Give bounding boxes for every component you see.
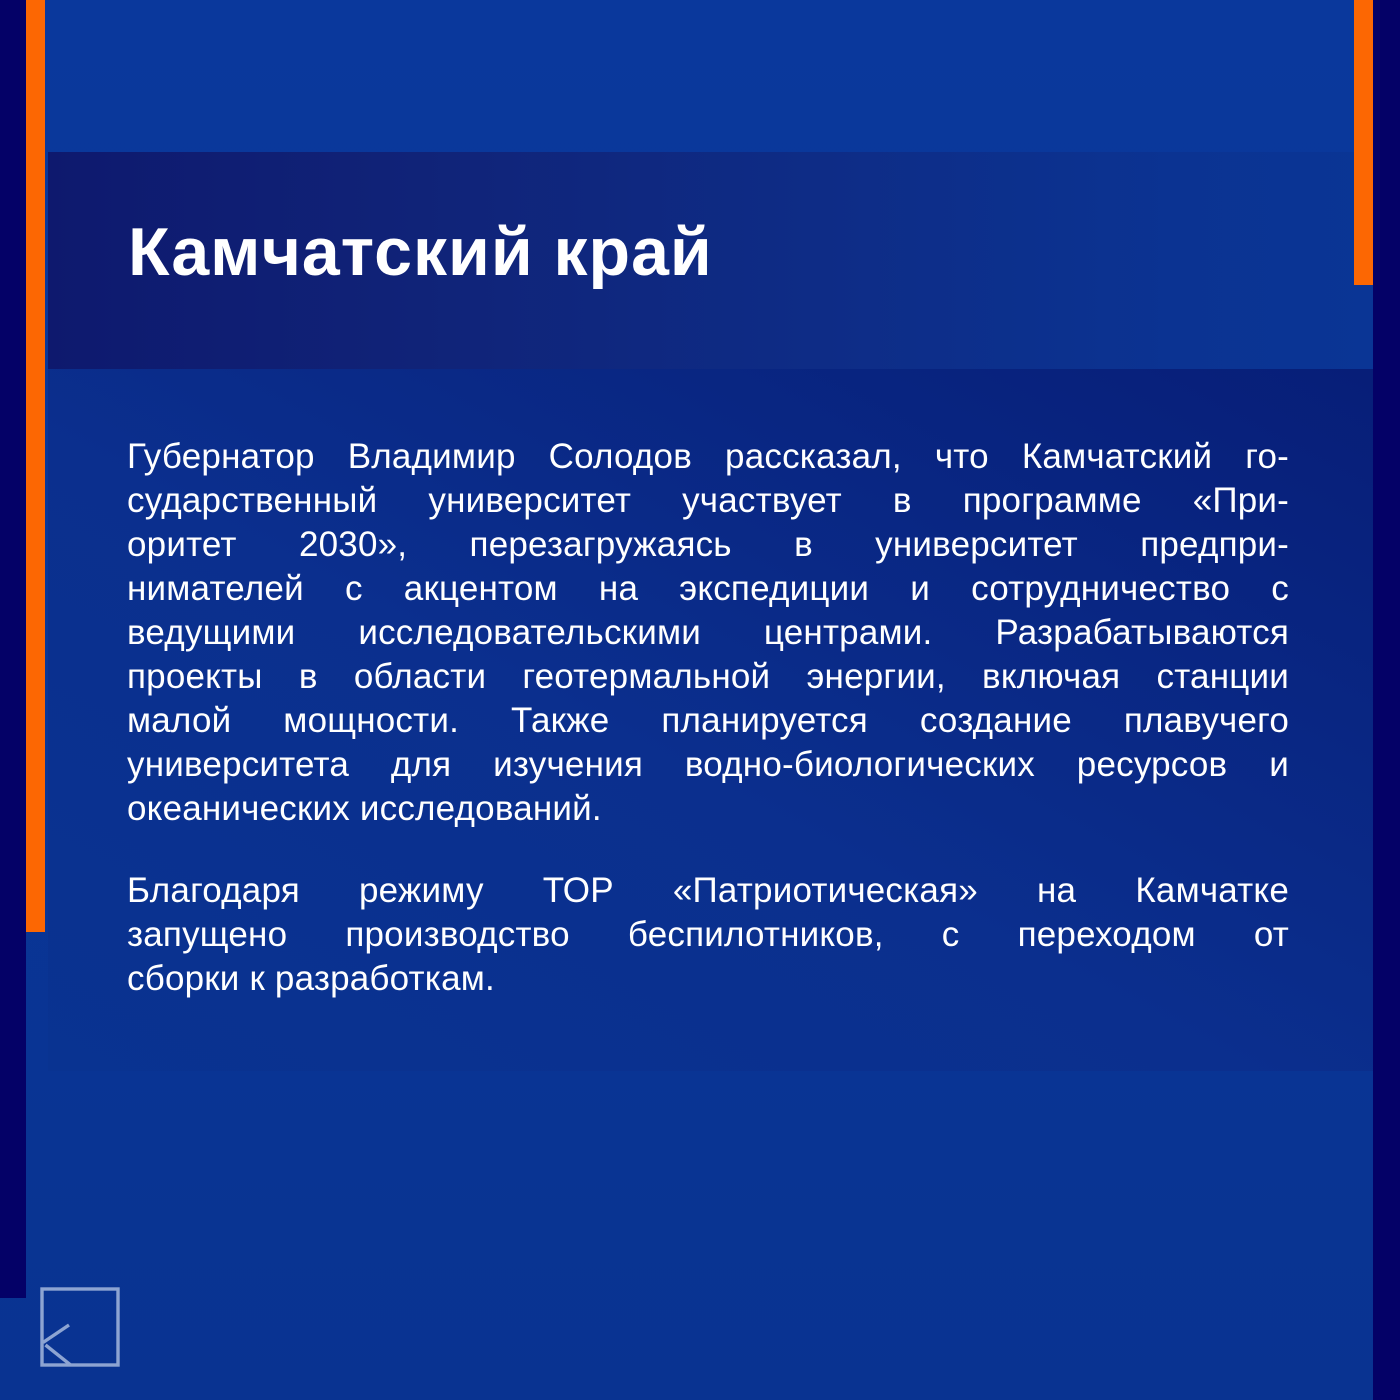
logo-k-lower-leg <box>46 1345 72 1365</box>
k-square-logo-icon <box>40 1287 120 1367</box>
text-line: оритет 2030», перезагружаясь в университет предпри- <box>127 525 1289 564</box>
text-line: океанических исследований. <box>127 789 602 828</box>
right-navy-column <box>1373 0 1400 1400</box>
text-line: проекты в области геотермальной энергии, включая станции <box>127 657 1289 696</box>
text-line: сударственный университет участвует в программе «При- <box>127 481 1289 520</box>
logo-square-outline <box>42 1289 118 1365</box>
paragraph-drones <box>127 869 1289 1001</box>
paragraph-university <box>127 435 1289 831</box>
text-line: нимателей с акцентом на экспедиции и сотрудничество с <box>127 569 1289 608</box>
left-orange-accent-stripe <box>26 0 45 932</box>
right-orange-accent-stripe <box>1354 0 1373 285</box>
text-line: запущено производство беспилотников, с переходом от <box>127 915 1289 954</box>
text-line: университета для изучения водно-биологических ресурсов и <box>127 745 1289 784</box>
left-navy-column <box>0 0 26 1298</box>
page-title: Камчатский край <box>128 214 713 290</box>
body-text <box>127 435 1289 1001</box>
text-line: ведущими исследовательскими центрами. Разрабатываются <box>127 613 1289 652</box>
text-line: малой мощности. Также планируется создание плавучего <box>127 701 1289 740</box>
text-line: Благодаря режиму ТОР «Патриотическая» на Камчатке <box>127 871 1289 910</box>
text-line: Губернатор Владимир Солодов рассказал, что Камчатский го- <box>127 437 1289 476</box>
logo-k-upper-arm <box>43 1325 69 1343</box>
text-line: сборки к разработкам. <box>127 959 495 998</box>
